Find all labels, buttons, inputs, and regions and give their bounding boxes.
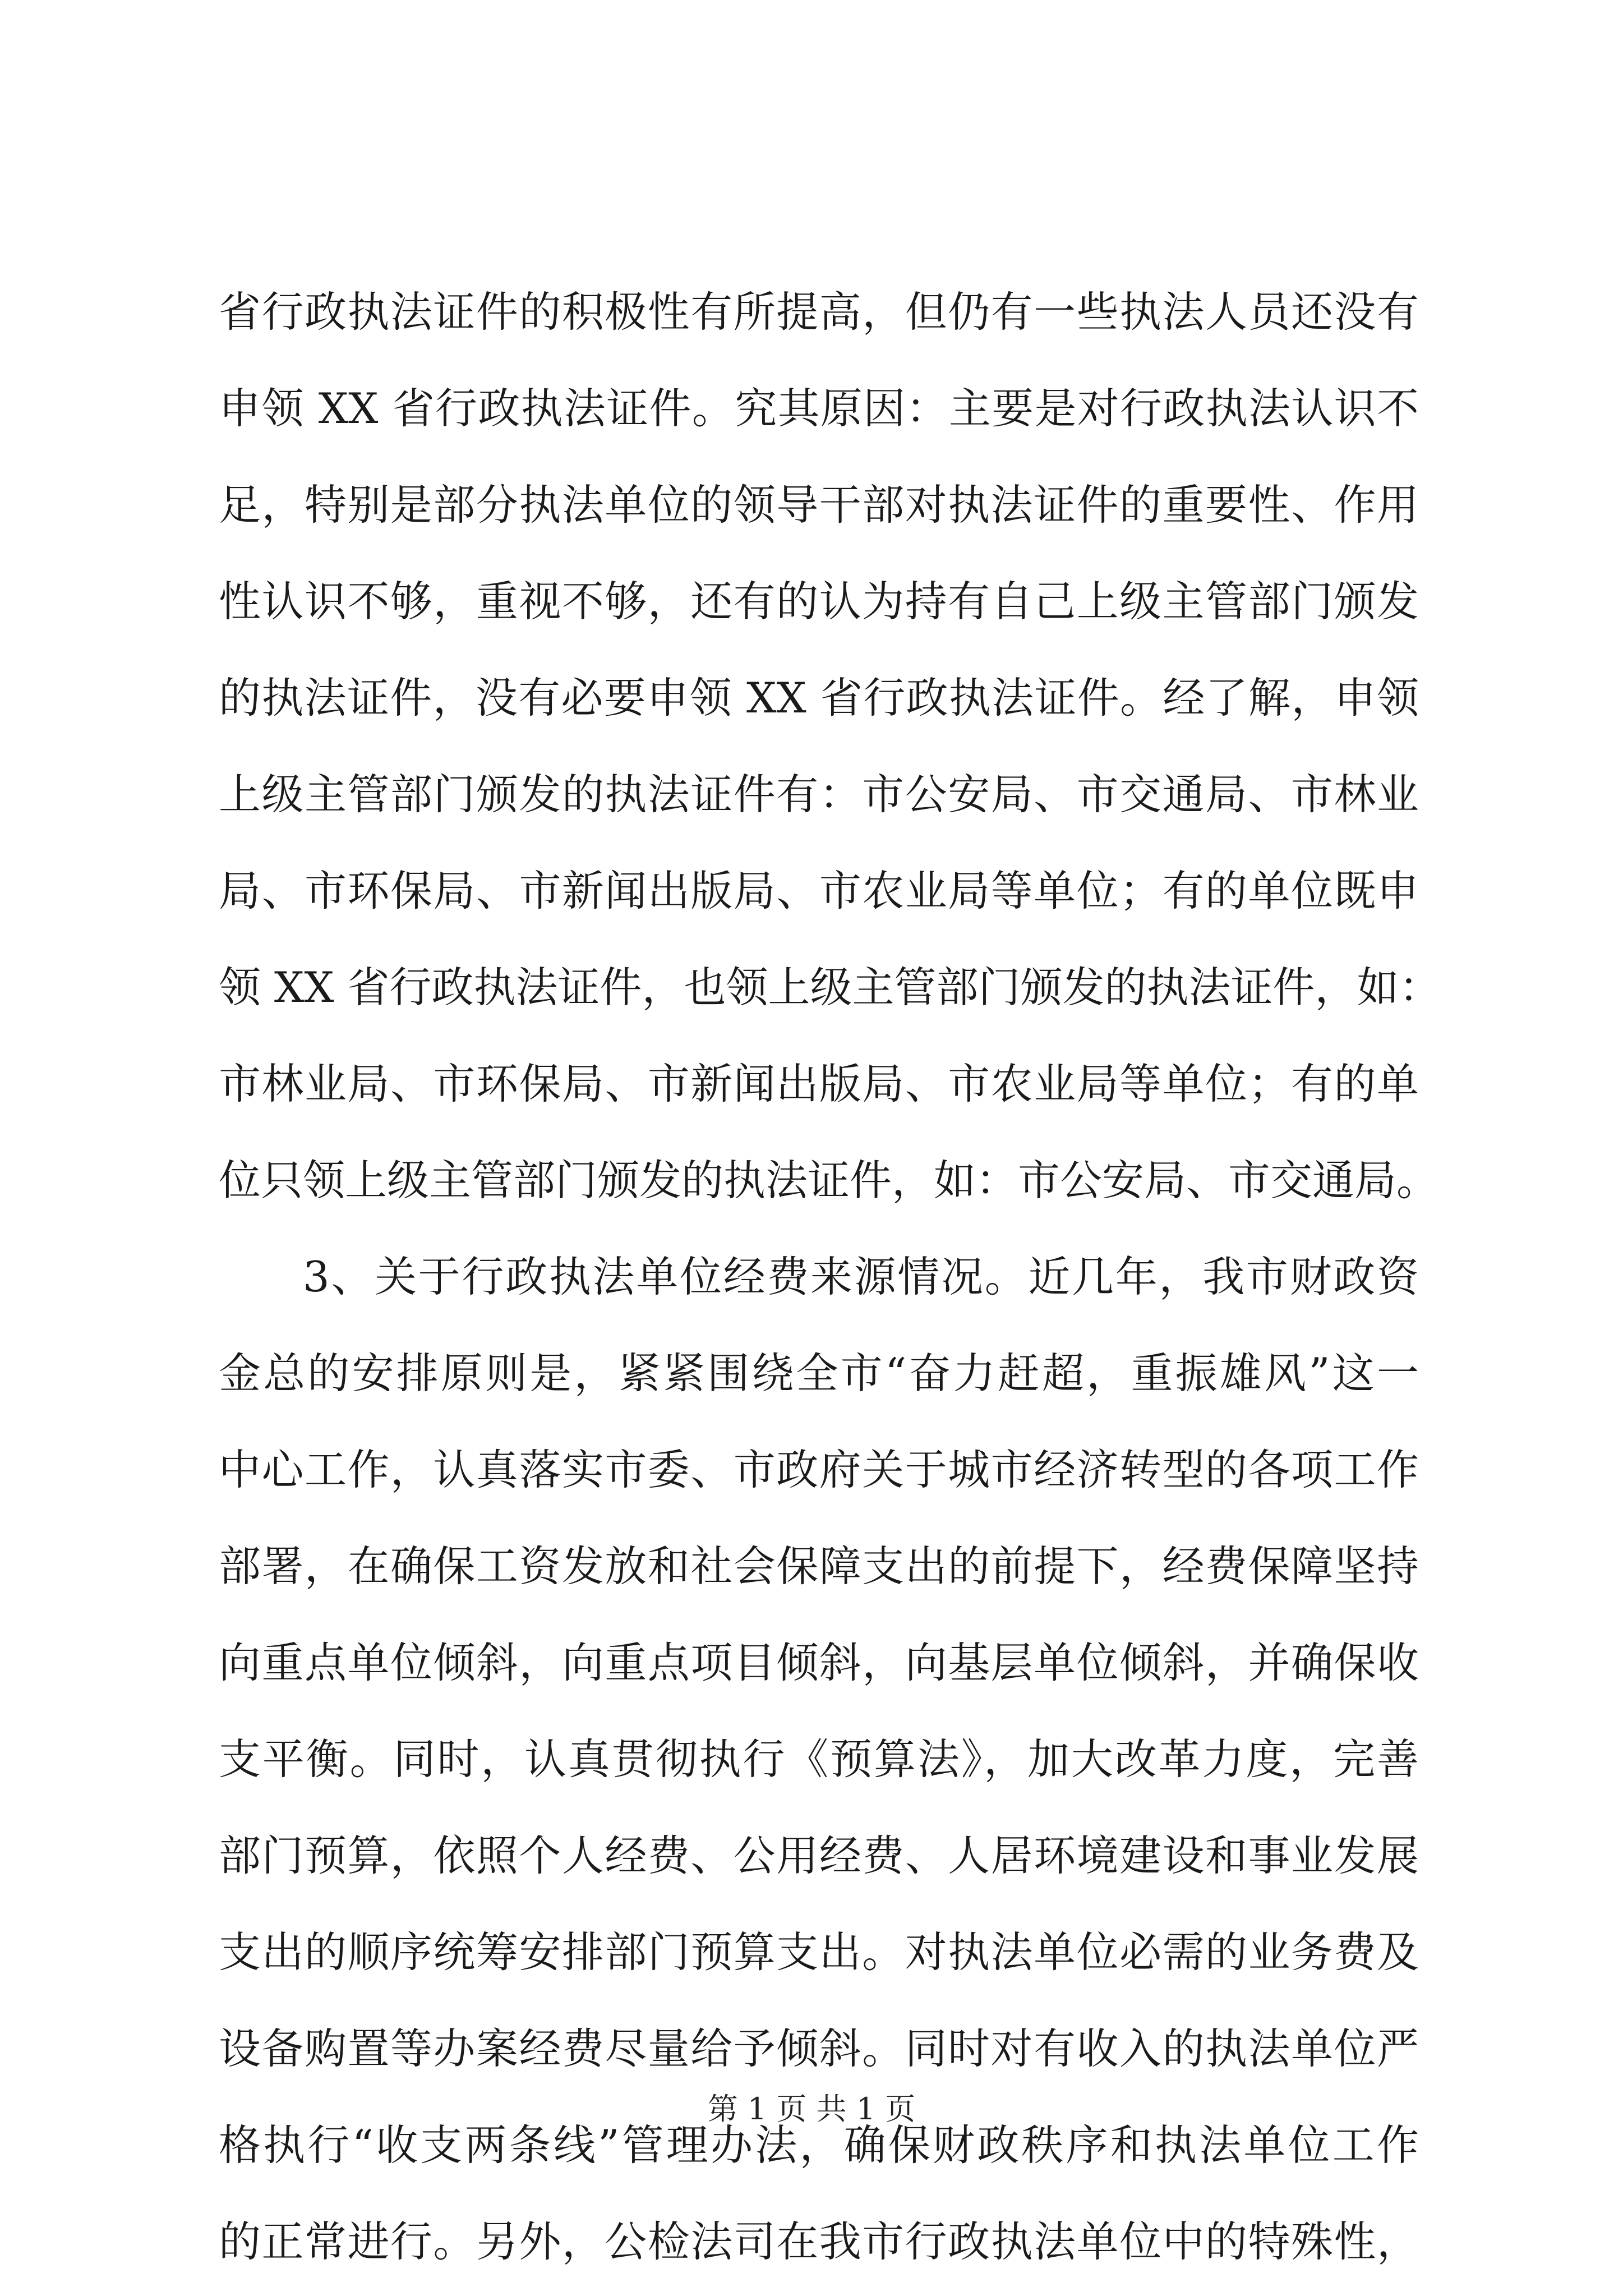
paragraph-1-line-1: 省行政执法证件的积极性有所提高，但仍有一些执法人员还没有	[219, 287, 1419, 337]
paragraph-1-line-2: 申领 XX 省行政执法证件。究其原因：主要是对行政执法认识不	[219, 384, 1419, 433]
paragraph-1-line-5: 的执法证件，没有必要申领 XX 省行政执法证件。经了解，申领	[219, 673, 1419, 723]
paragraph-1-line-9: 市林业局、市环保局、市新闻出版局、市农业局等单位；有的单	[219, 1059, 1419, 1108]
paragraph-2-line-9: 设备购置等办案经费尽量给予倾斜。同时对有收入的执法单位严	[219, 2024, 1419, 2073]
paragraph-2-line-8: 支出的顺序统筹安排部门预算支出。对执法单位必需的业务费及	[219, 1927, 1419, 1977]
paragraph-2-line-3: 中心工作，认真落实市委、市政府关于城市经济转型的各项工作	[219, 1445, 1419, 1494]
document-body	[219, 264, 1441, 2290]
paragraph-1-line-10: 位只领上级主管部门颁发的执法证件，如：市公安局、市交通局。	[219, 1156, 1439, 1205]
paragraph-2-line-2: 金总的安排原则是，紧紧围绕全市“奋力赶超，重振雄风”这一	[219, 1349, 1419, 1398]
paragraph-1-line-3: 足，特别是部分执法单位的领导干部对执法证件的重要性、作用	[219, 480, 1419, 530]
paragraph-2-line-4: 部署，在确保工资发放和社会保障支出的前提下，经费保障坚持	[219, 1542, 1419, 1591]
paragraph-1-line-6: 上级主管部门颁发的执法证件有：市公安局、市交通局、市林业	[219, 770, 1419, 819]
page-number-footer: 第 1 页 共 1 页	[707, 2091, 916, 2127]
paragraph-1-line-7: 局、市环保局、市新闻出版局、市农业局等单位；有的单位既申	[219, 866, 1419, 915]
paragraph-2-line-5: 向重点单位倾斜，向重点项目倾斜，向基层单位倾斜，并确保收	[219, 1638, 1419, 1687]
paragraph-1-line-4: 性认识不够，重视不够，还有的认为持有自己上级主管部门颁发	[219, 577, 1419, 626]
paragraph-2-line-7: 部门预算，依照个人经费、公用经费、人居环境建设和事业发展	[219, 1831, 1419, 1880]
paragraph-1-line-8: 领 XX 省行政执法证件，也领上级主管部门颁发的执法证件，如：	[219, 963, 1441, 1012]
paragraph-2-line-10: 格执行“收支两条线”管理办法，确保财政秩序和执法单位工作	[219, 2120, 1419, 2170]
paragraph-2-line-6: 支平衡。同时，认真贯彻执行《预算法》，加大改革力度，完善	[219, 1734, 1419, 1784]
paragraph-2-line-11: 的正常进行。另外，公检法司在我市行政执法单位中的特殊性，	[219, 2217, 1419, 2266]
paragraph-2-line-1: 3、关于行政执法单位经费来源情况。近几年，我市财政资	[303, 1252, 1419, 1301]
